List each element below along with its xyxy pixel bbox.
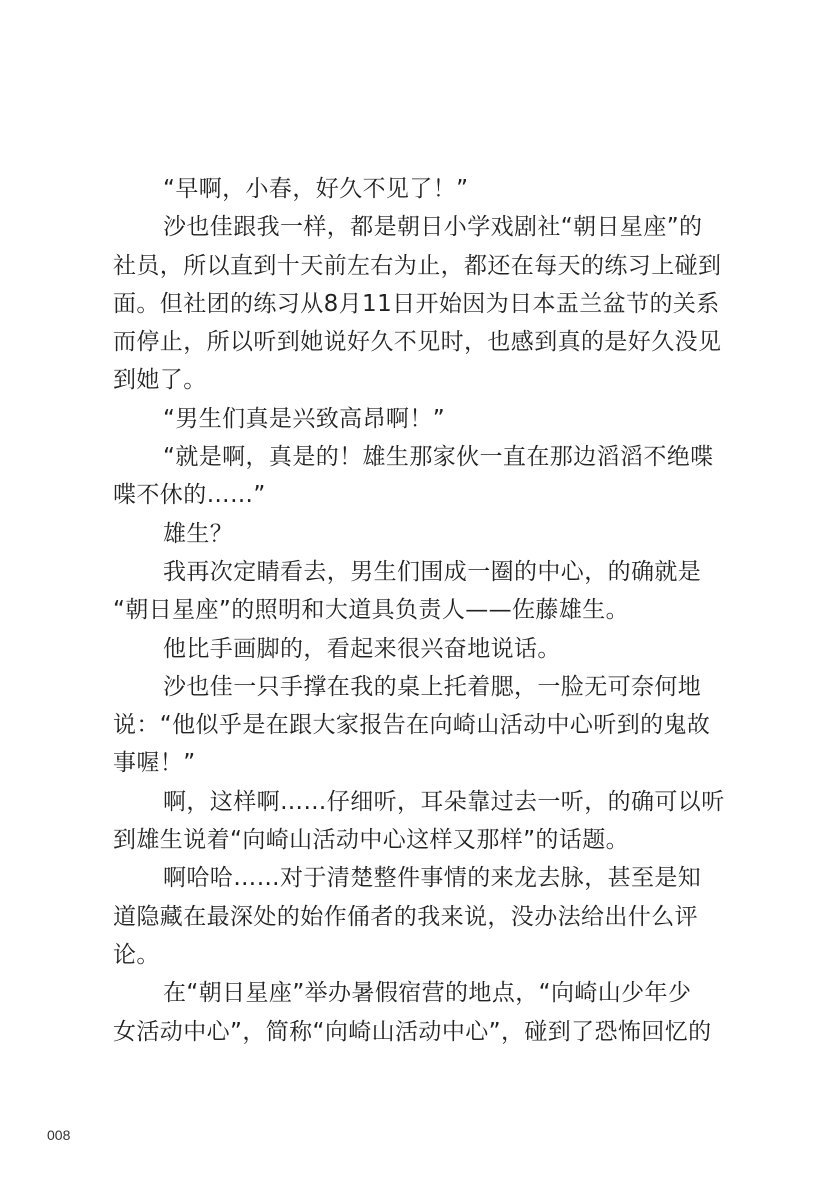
text-line: “男生们真是兴致高昂啊！” [163,405,446,432]
paragraph [113,208,722,399]
paragraph [113,553,702,630]
paragraph [113,170,693,208]
text-line: 沙也佳一只手撑在我的桌上托着腮，一脸无可奈何地 [163,673,702,700]
text-line: 喋不休的……” [113,482,266,509]
text-line: 论。 [113,941,160,968]
paragraph [113,783,725,860]
text-line: 道隐藏在最深处的始作俑者的我来说，没办法给出什么评 [113,903,698,930]
paragraph [113,400,693,438]
paragraph [113,515,693,553]
text-line: 说：“他似乎是在跟大家报告在向崎山活动中心听到的鬼故 [113,712,711,739]
text-line: 雄生？ [163,520,234,547]
paragraph [113,974,712,1051]
text-line: 啊，这样啊……仔细听，耳朵靠过去一听，的确可以听 [163,788,725,815]
text-line: 啊哈哈……对于清楚整件事情的来龙去脉，甚至是知 [163,865,702,892]
text-line: 而停止，所以听到她说好久不见时，也感到真的是好久没见 [113,329,722,356]
paragraph [113,630,693,668]
text-line: “早啊，小春，好久不见了！” [163,176,469,202]
paragraph [113,438,714,515]
text-line: 他比手画脚的，看起来很兴奋地说话。 [163,635,561,662]
paragraph [113,859,702,974]
text-line: 社员，所以直到十天前左右为止，都还在每天的练习上碰到 [113,252,722,279]
text-line: “朝日星座”的照明和大道具负责人——佐藤雄生。 [113,597,630,624]
paragraph [113,668,711,783]
page-number: 008 [47,1127,71,1143]
text-line: 到她了。 [113,367,207,394]
body-text [113,170,725,1051]
text-line: 女活动中心”，简称“向崎山活动中心”，碰到了恐怖回忆的 [113,1018,712,1045]
text-line: 到雄生说着“向崎山活动中心这样又那样”的话题。 [113,827,630,854]
text-line: 我再次定睛看去，男生们围成一圈的中心，的确就是 [163,558,702,585]
text-line: 事喔！” [113,750,196,777]
text-line: “就是啊，真是的！雄生那家伙一直在那边滔滔不绝喋 [163,444,714,471]
text-line: 在“朝日星座”举办暑假宿营的地点，“向崎山少年少 [163,980,692,1007]
text-line: 面。但社团的练习从8月11日开始因为日本盂兰盆节的关系 [113,290,720,317]
text-line: 沙也佳跟我一样，都是朝日小学戏剧社“朝日星座”的 [163,214,703,241]
